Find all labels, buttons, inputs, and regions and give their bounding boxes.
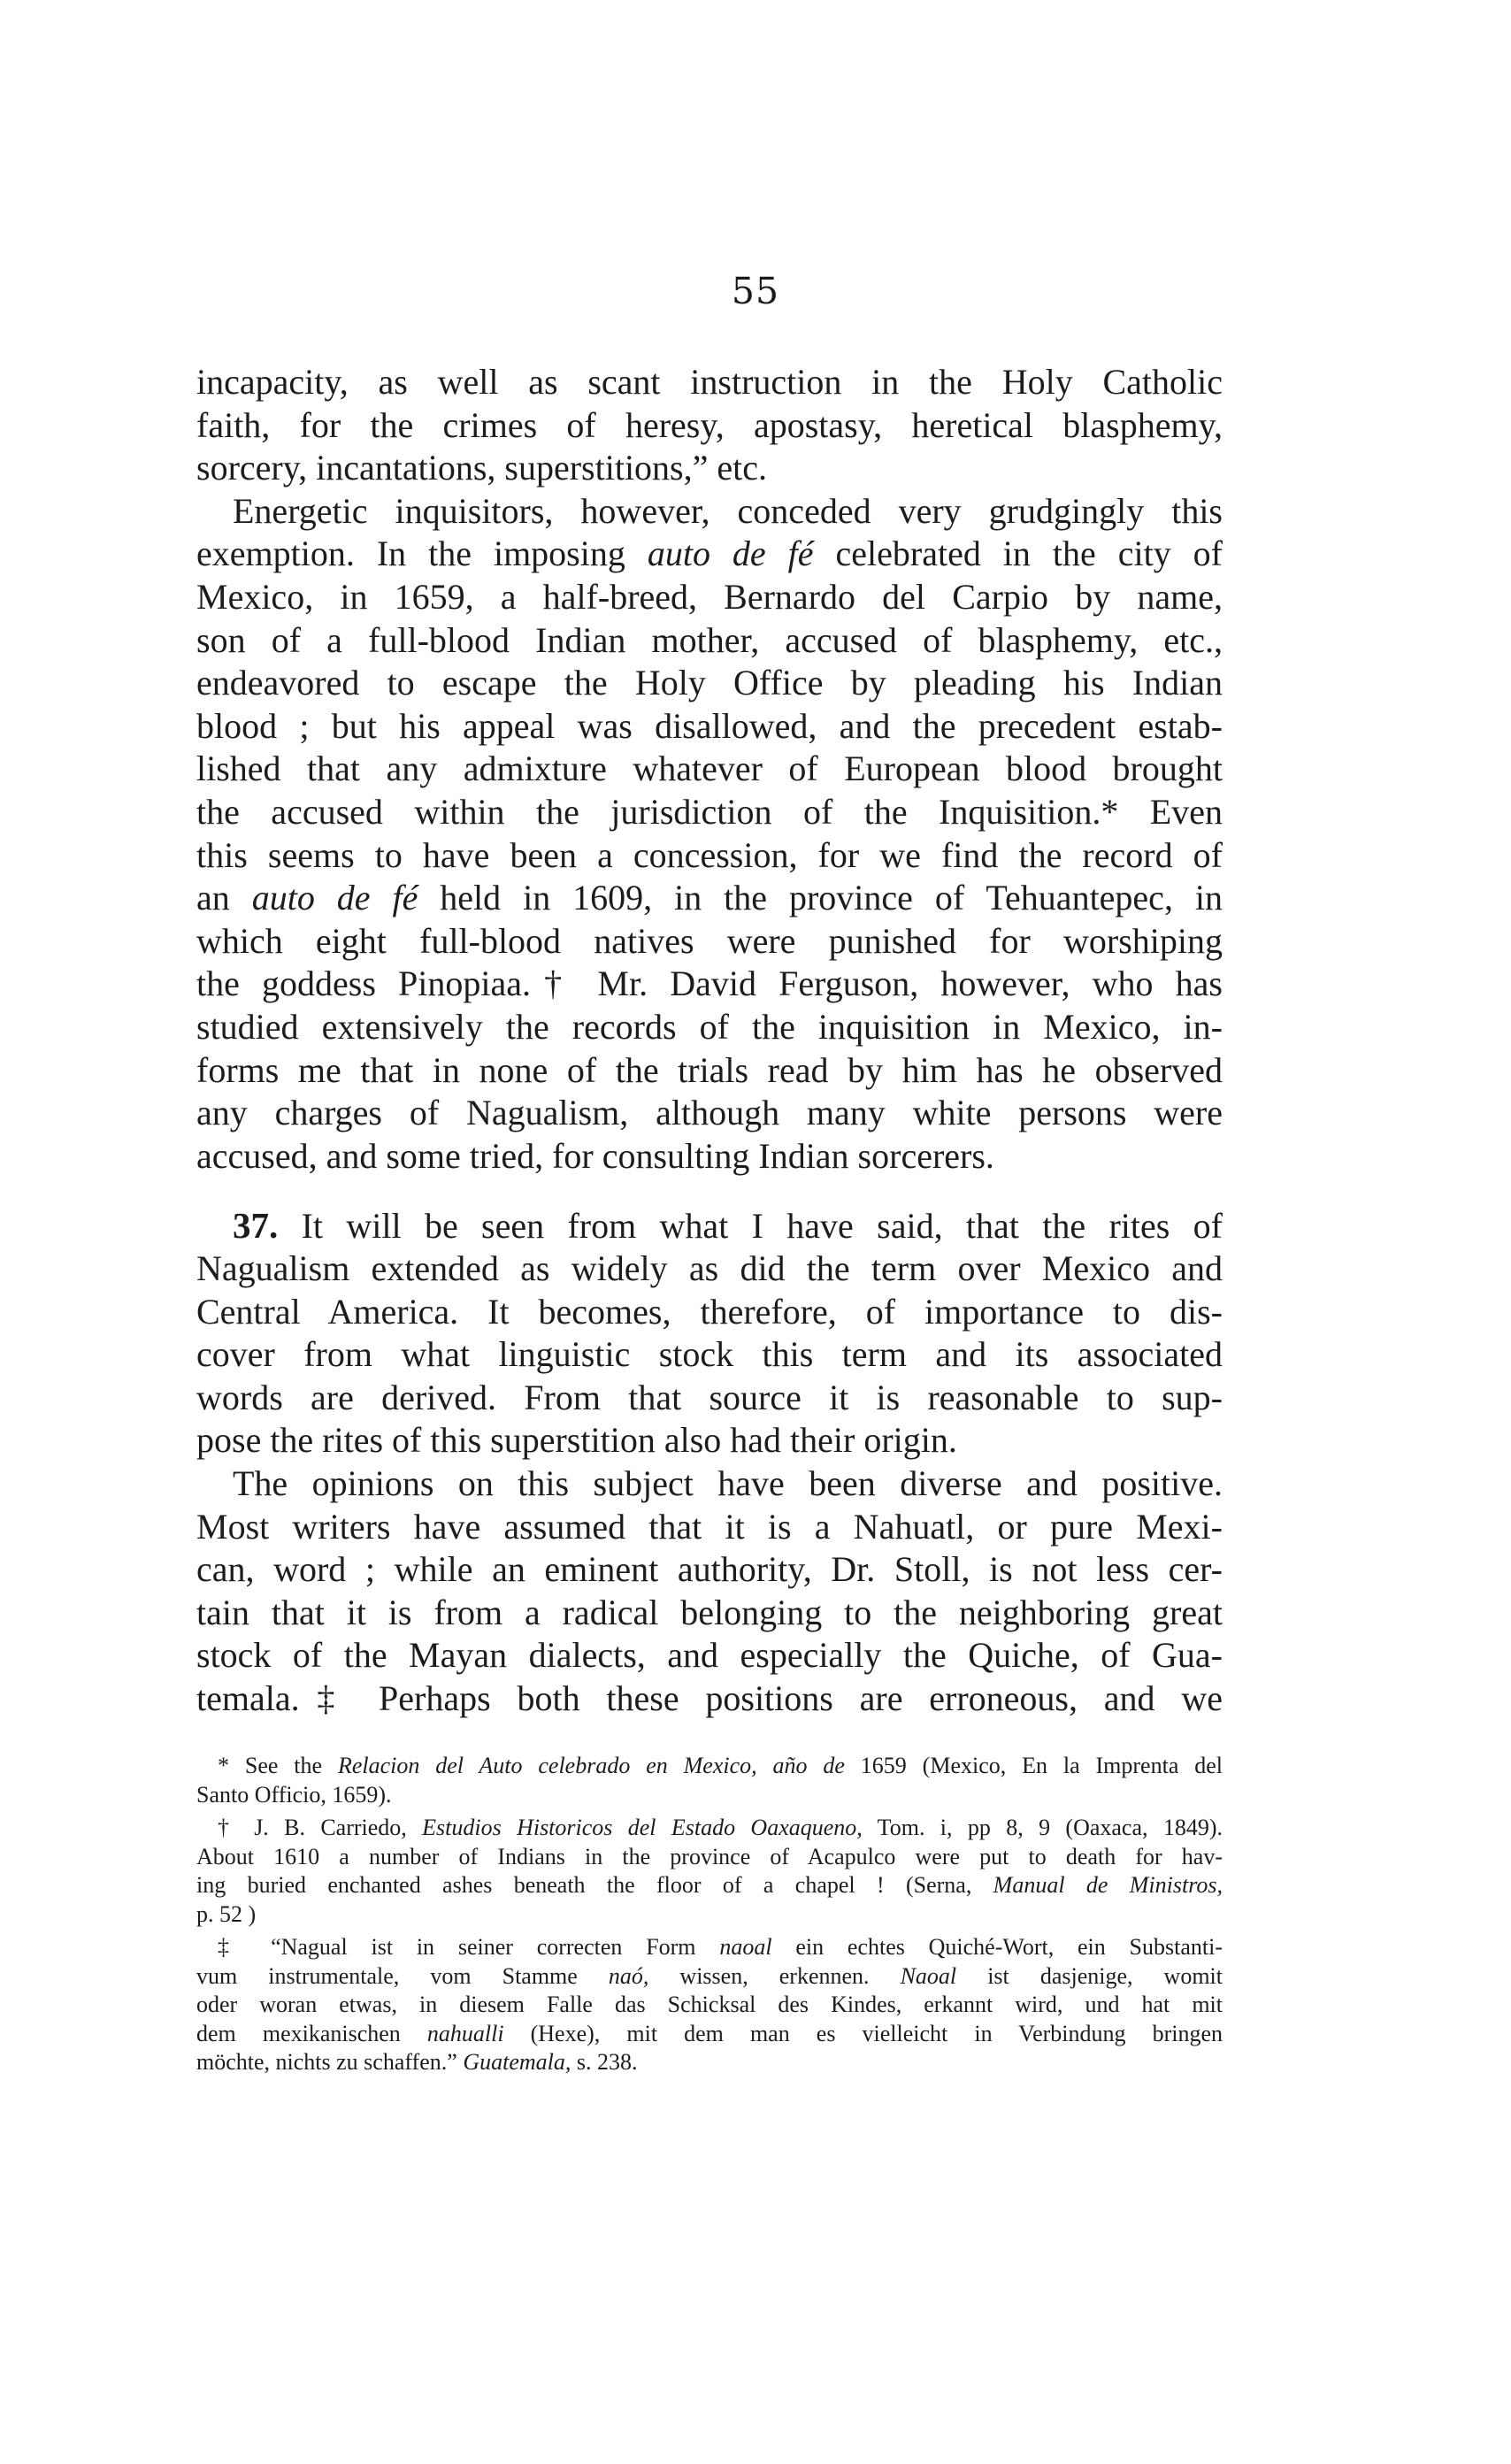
text-segment: exemption. In the imposing xyxy=(196,533,648,574)
body-line: sorcery, incantations, superstitions,” etc. xyxy=(196,448,767,488)
text-segment: held in 1609, in the province of Tehuantepec, in xyxy=(418,878,1223,918)
footnote-line: Santo Officio, 1659). xyxy=(196,1781,392,1808)
text-segment: Manual de Ministros, xyxy=(993,1872,1223,1898)
body-line: son of a full-blood Indian mother, accused of blasphemy, etc., xyxy=(196,619,1223,660)
text-segment: auto de fé xyxy=(647,533,814,574)
body-line xyxy=(196,533,1223,574)
text-segment: † J. B. Carriedo, xyxy=(218,1815,423,1840)
footnote-line: p. 52 ) xyxy=(196,1900,257,1927)
body-line: faith, for the crimes of heresy, apostasy, heretical blasphemy, xyxy=(196,404,1223,445)
text-segment: ing buried enchanted ashes beneath the floor of a chapel ! (Serna, xyxy=(196,1872,993,1898)
text-segment: (Hexe), mit dem man es vielleicht in Verbindung bringen xyxy=(503,2020,1223,2046)
footnote-line xyxy=(218,1753,1223,1779)
body-line: Nagualism extended as widely as did the term over Mexico and xyxy=(196,1248,1223,1288)
body-line: this seems to have been a concession, for we find the record of xyxy=(196,834,1223,875)
text-segment: Naoal xyxy=(900,1962,957,1989)
footnote-line xyxy=(196,2049,1223,2076)
text-segment: ist dasjenige, womit xyxy=(956,1962,1223,1989)
body-line: which eight full-blood natives were punished for worshiping xyxy=(196,920,1223,961)
text-segment: * See the xyxy=(218,1753,338,1778)
text-segment: Relacion del Auto celebrado en Mexico, año de xyxy=(337,1753,845,1778)
text-segment: an xyxy=(196,878,252,918)
footnote-line xyxy=(218,1815,1223,1841)
footnote-line: oder woran etwas, in diesem Falle das Schicksal des Kindes, erkannt wird, und hat mit xyxy=(196,1992,1223,2017)
body-line: accused, and some tried, for consulting Indian sorcerers. xyxy=(196,1135,994,1176)
body-line: the goddess Pinopiaa.† Mr. David Ferguson, however, who has xyxy=(196,963,1223,1004)
body-line: the accused within the jurisdiction of the Inquisition.* Even xyxy=(196,792,1223,832)
body-line: forms me that in none of the trials read by him has he observed xyxy=(196,1049,1223,1090)
footnote-line xyxy=(196,2021,1223,2047)
body-line: endeavored to escape the Holy Office by pleading his Indian xyxy=(196,663,1223,703)
text-segment: celebrated in the city of xyxy=(813,533,1223,574)
footnote-line xyxy=(196,1872,1223,1899)
body-line: can, word ; while an eminent authority, Dr. Stoll, is not less cer- xyxy=(196,1549,1223,1590)
text-segment: Guatemala, xyxy=(463,2049,571,2075)
body-line: The opinions on this subject have been diverse and positive. xyxy=(233,1463,1223,1503)
text-segment: Tom. i, pp 8, 9 (Oaxaca, 1849). xyxy=(862,1815,1223,1840)
body-line: words are derived. From that source it is reasonable to sup- xyxy=(196,1377,1223,1417)
body-line: tain that it is from a radical belonging to the neighboring great xyxy=(196,1592,1223,1632)
body-line: lished that any admixture whatever of European blood brought xyxy=(196,748,1223,789)
text-segment: ‡ “Nagual ist in seiner correcten Form xyxy=(218,1934,720,1960)
body-line: cover from what linguistic stock this term and its associated xyxy=(196,1334,1223,1375)
text-segment: s. 238. xyxy=(571,2049,638,2075)
body-line: temala.‡ Perhaps both these positions are erroneous, and we xyxy=(196,1678,1223,1718)
footnote-line xyxy=(218,1934,1223,1961)
body-line: pose the rites of this superstition also had their origin. xyxy=(196,1420,957,1461)
text-segment: ein echtes Quiché-Wort, ein Substanti- xyxy=(771,1934,1223,1960)
body-line: Mexico, in 1659, a half-breed, Bernardo del Carpio by name, xyxy=(196,577,1223,617)
text-segment: naó, xyxy=(608,1962,649,1989)
body-line: Energetic inquisitors, however, conceded very grudgingly this xyxy=(233,490,1223,531)
text-segment: wissen, erkennen. xyxy=(648,1962,901,1989)
text-segment: It will be seen from what I have said, that the rites of xyxy=(278,1206,1223,1247)
text-segment: nahualli xyxy=(426,2020,504,2046)
body-line xyxy=(233,1204,1223,1247)
text-segment: naoal xyxy=(719,1934,772,1960)
body-line: Central America. It becomes, therefore, of importance to dis- xyxy=(196,1291,1223,1332)
body-line: studied extensively the records of the inquisition in Mexico, in- xyxy=(196,1007,1223,1047)
text-segment: möchte, nichts zu schaffen.” xyxy=(196,2049,464,2075)
text-segment: dem mexikanischen xyxy=(196,2020,427,2046)
footnote-line xyxy=(196,1963,1223,1990)
text-segment: Estudios Historicos del Estado Oaxaqueno, xyxy=(422,1815,863,1840)
body-line: Most writers have assumed that it is a Nahuatl, or pure Mexi- xyxy=(196,1506,1223,1547)
body-line xyxy=(196,877,1223,918)
body-line: incapacity, as well as scant instruction in the Holy Catholic xyxy=(196,362,1223,402)
text-segment: auto de fé xyxy=(251,878,418,918)
body-line: stock of the Mayan dialects, and especially the Quiche, of Gua- xyxy=(196,1635,1223,1676)
text-segment: 1659 (Mexico, En la Imprenta del xyxy=(844,1753,1223,1778)
body-line: any charges of Nagualism, although many white persons were xyxy=(196,1093,1223,1133)
section-number: 37. xyxy=(233,1205,279,1247)
footnote-line: About 1610 a number of Indians in the province of Acapulco were put to death for hav- xyxy=(196,1843,1223,1869)
body-line: blood ; but his appeal was disallowed, and the precedent estab- xyxy=(196,705,1223,746)
text-segment: vum instrumentale, vom Stamme xyxy=(196,1962,609,1989)
page-number: 55 xyxy=(731,270,780,312)
